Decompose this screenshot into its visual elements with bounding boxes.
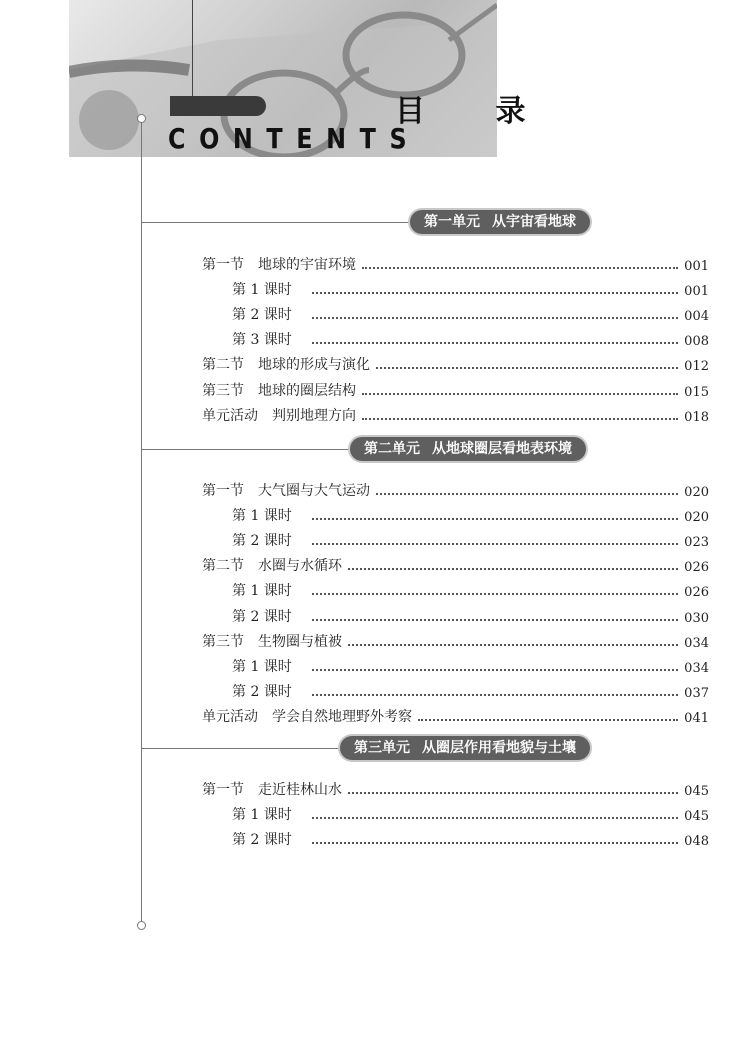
dot-leader [312, 593, 678, 595]
entry-number: 第 1 课时 [232, 658, 292, 675]
entry-number: 第 1 课时 [232, 807, 292, 824]
entry-number: 单元活动 [202, 407, 258, 424]
entry-label [202, 706, 412, 726]
page-number: 015 [684, 384, 709, 400]
entry-number: 第 2 课时 [232, 683, 292, 700]
entry-number: 第二节 [202, 558, 244, 575]
entry-number: 第 1 课时 [232, 508, 292, 525]
entry-label [232, 606, 306, 626]
entry-label [232, 804, 306, 824]
page-number: 045 [684, 809, 709, 825]
entry-label [202, 380, 356, 400]
page-number: 026 [684, 560, 709, 576]
entry-label [202, 631, 342, 651]
entry-label [232, 681, 306, 701]
toc-lesson-entry[interactable] [232, 800, 709, 824]
dot-leader [312, 518, 678, 520]
page-number: 026 [684, 585, 709, 601]
toc-lesson-entry[interactable] [232, 576, 709, 600]
toc-lesson-entry[interactable] [232, 825, 709, 849]
entry-title: 地球的宇宙环境 [258, 257, 356, 273]
entry-title: 地球的形成与演化 [258, 357, 370, 374]
entry-number: 第三节 [202, 633, 244, 650]
dot-leader [312, 342, 678, 344]
entry-label [202, 779, 342, 799]
page-number: 020 [684, 485, 709, 500]
toc-section-entry[interactable] [202, 551, 709, 575]
entry-label [232, 505, 306, 525]
dot-leader [348, 568, 678, 570]
unit-heading[interactable]: 第一单元 从宇宙看地球 [410, 210, 590, 234]
toc-lesson-entry[interactable] [232, 300, 709, 324]
toc-lesson-entry[interactable] [232, 602, 709, 626]
page-number: 034 [684, 660, 709, 676]
dot-leader [418, 719, 678, 721]
entry-number: 第 2 课时 [232, 832, 292, 849]
entry-number: 第 1 课时 [232, 282, 292, 299]
entry-title: 判别地理方向 [272, 407, 356, 424]
dot-leader [362, 267, 678, 269]
entry-title: 水圈与水循环 [258, 558, 342, 575]
toc-lesson-entry[interactable] [232, 501, 709, 525]
page-number: 008 [684, 334, 709, 350]
dot-leader [362, 393, 678, 395]
entry-title: 生物圈与植被 [258, 633, 342, 650]
toc-section-entry[interactable] [202, 775, 709, 799]
page-number: 012 [684, 359, 709, 375]
dot-leader [312, 817, 678, 819]
toc-lesson-entry[interactable] [232, 325, 709, 349]
entry-number: 单元活动 [202, 708, 258, 725]
entry-title: 走近桂林山水 [258, 782, 342, 798]
page-number: 030 [684, 610, 709, 626]
entry-label [232, 279, 306, 299]
spine-top-dot [137, 114, 146, 123]
page-number: 034 [684, 635, 709, 651]
page-number: 001 [684, 259, 709, 274]
page-number: 001 [684, 284, 709, 300]
dot-leader [312, 694, 678, 696]
dot-leader [312, 669, 678, 671]
entry-title: 大气圈与大气运动 [258, 483, 370, 499]
unit-divider [141, 449, 351, 450]
header-vertical-line [192, 0, 193, 100]
spine-bottom-dot [137, 921, 146, 930]
toc-section-entry[interactable] [202, 401, 709, 425]
toc-lesson-entry[interactable] [232, 275, 709, 299]
entry-label [202, 405, 356, 425]
dot-leader [312, 317, 678, 319]
toc-lesson-entry[interactable] [232, 652, 709, 676]
unit-divider [141, 222, 411, 223]
entry-number: 第一节 [202, 782, 244, 798]
entry-number: 第 1 课时 [232, 583, 292, 600]
dot-leader [376, 493, 678, 495]
entry-title: 学会自然地理野外考察 [272, 708, 412, 725]
toc-section-entry[interactable] [202, 250, 709, 274]
entry-label [202, 254, 356, 274]
entry-label [232, 656, 306, 676]
unit-heading[interactable]: 第三单元 从圈层作用看地貌与土壤 [340, 736, 590, 760]
page-title-cn: 目 录 [395, 94, 556, 129]
dot-leader [348, 792, 678, 794]
entry-number: 第一节 [202, 257, 244, 273]
unit-divider [141, 748, 341, 749]
toc-lesson-entry[interactable] [232, 677, 709, 701]
entry-number: 第三节 [202, 382, 244, 399]
toc-section-entry[interactable] [202, 476, 709, 500]
toc-section-entry[interactable] [202, 627, 709, 651]
entry-number: 第一节 [202, 483, 244, 499]
page-number: 018 [684, 409, 709, 425]
dot-leader [362, 418, 678, 420]
toc-section-entry[interactable] [202, 702, 709, 726]
entry-label [232, 304, 306, 324]
dot-leader [312, 543, 678, 545]
page-title-en: CONTENTS [168, 122, 421, 155]
entry-label [232, 530, 306, 550]
page-number: 048 [684, 834, 709, 850]
dot-leader [312, 842, 678, 844]
dot-leader [348, 644, 678, 646]
page-number: 041 [684, 710, 709, 726]
entry-number: 第 2 课时 [232, 307, 292, 324]
page-number: 037 [684, 685, 709, 701]
timeline-spine [141, 118, 142, 924]
entry-title: 地球的圈层结构 [258, 382, 356, 399]
page-number: 020 [684, 510, 709, 526]
toc-section-entry[interactable] [202, 350, 709, 374]
toc-lesson-entry[interactable] [232, 526, 709, 550]
entry-label [232, 829, 306, 849]
toc-section-entry[interactable] [202, 376, 709, 400]
page-number: 045 [684, 784, 709, 799]
unit-heading[interactable]: 第二单元 从地球圈层看地表环境 [350, 437, 586, 461]
page-number: 004 [684, 309, 709, 325]
header-decor-bar [170, 96, 266, 116]
entry-label [202, 555, 342, 575]
entry-number: 第 2 课时 [232, 533, 292, 550]
page-number: 023 [684, 535, 709, 551]
entry-number: 第 2 课时 [232, 608, 292, 625]
entry-label [202, 480, 370, 500]
dot-leader [312, 619, 678, 621]
entry-number: 第 3 课时 [232, 332, 292, 349]
entry-label [232, 580, 306, 600]
dot-leader [376, 367, 678, 369]
entry-label [232, 329, 306, 349]
entry-label [202, 354, 370, 374]
entry-number: 第二节 [202, 357, 244, 374]
dot-leader [312, 292, 678, 294]
